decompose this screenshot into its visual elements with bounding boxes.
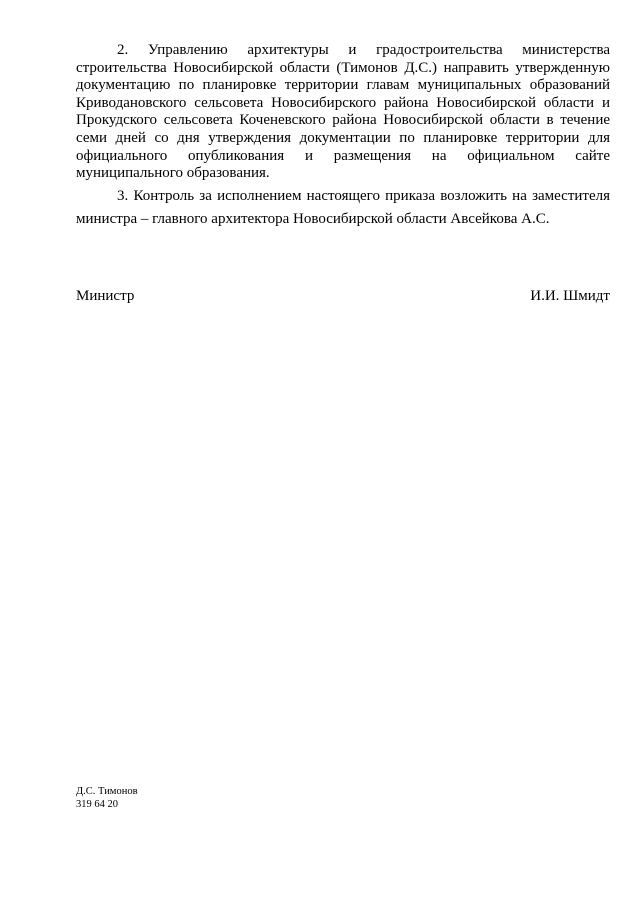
signatory-name: И.И. Шмидт xyxy=(530,288,610,304)
signature-block xyxy=(76,287,610,305)
paragraph-text: Управлению архитектуры и градостроительства министерства строительства Новосибирской области (Тимонов Д.С.) направить утвержденную документацию по планировке территории главам муниципальных образований Криводановского сельсовета Новосибирского района Новосибирской области и Прокудского сельсовета Коченевского района Новосибирской области в течение семи дней со дня утверждения документации по планировке территории для официального опубликования и размещения на официальном сайте муниципального образования. xyxy=(76,42,610,182)
paragraph-item-2 xyxy=(76,42,610,183)
paragraph-number: 3. xyxy=(117,187,129,204)
executor-phone: 319 64 20 xyxy=(76,799,118,810)
executor-block xyxy=(76,785,138,811)
paragraph-number: 2. xyxy=(117,42,129,58)
paragraph-item-3 xyxy=(76,185,610,231)
signatory-position: Министр xyxy=(76,288,135,304)
executor-name: Д.С. Тимонов xyxy=(76,786,138,797)
paragraph-text: Контроль за исполнением настоящего приказа возложить на заместителя министра – главного архитектора Новосибирской области Авсейкова А.С. xyxy=(76,187,611,227)
document-body xyxy=(76,42,610,231)
